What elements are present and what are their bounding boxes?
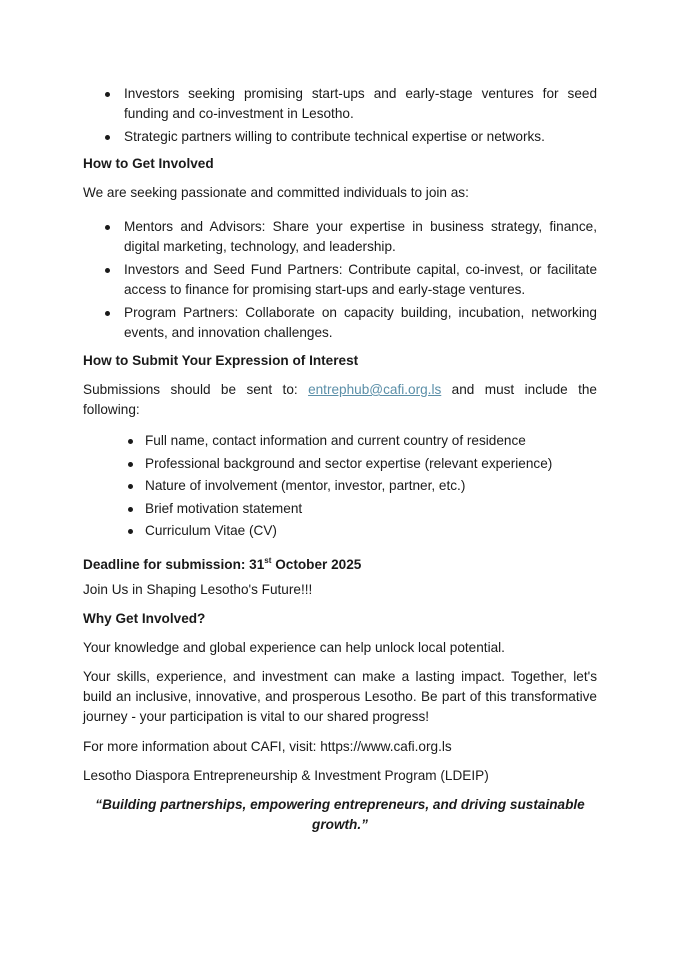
requirements-list: [83, 431, 597, 544]
tagline-quote: “Building partnerships, empowering entrepreneurs, and driving sustainable growth.”: [95, 797, 585, 832]
email-link[interactable]: entrephub@cafi.org.ls: [308, 382, 442, 397]
section-heading: Why Get Involved?: [83, 611, 206, 626]
paragraph: Your knowledge and global experience can help unlock local potential.: [83, 640, 505, 655]
list-item: Investors seeking promising start-ups and early-stage ventures for seed funding and co-investment in Lesotho.: [83, 84, 597, 124]
list-item: Brief motivation statement: [83, 499, 597, 519]
top-bullet-list: [83, 84, 597, 150]
section-heading: How to Get Involved: [83, 156, 214, 171]
text: October 2025: [271, 557, 362, 572]
list-item: Investors and Seed Fund Partners: Contribute capital, co-invest, or facilitate access to finance for promising start-ups and early-stage ventures.: [83, 260, 597, 300]
list-item: Program Partners: Collaborate on capacity building, incubation, networking events, and innovation challenges.: [83, 303, 597, 343]
paragraph: Lesotho Diaspora Entrepreneurship & Investment Program (LDEIP): [83, 768, 489, 783]
text: and must include the following:: [83, 382, 597, 417]
list-item: Curriculum Vitae (CV): [83, 521, 597, 541]
paragraph: Join Us in Shaping Lesotho's Future!!!: [83, 582, 313, 597]
paragraph: Your skills, experience, and investment can make a lasting impact. Together, let's build an inclusive, innovative, and prosperous Lesotho. Be part of this transformative journey - your participation is vital to our shared progress!: [83, 669, 597, 724]
list-item: Strategic partners willing to contribute technical expertise or networks.: [83, 127, 597, 147]
list-item: Full name, contact information and current country of residence: [83, 431, 597, 451]
list-item: Mentors and Advisors: Share your expertise in business strategy, finance, digital marketing, technology, and leadership.: [83, 217, 597, 257]
text: Submissions should be sent to:: [83, 382, 309, 397]
text: st: [264, 556, 272, 565]
paragraph: For more information about CAFI, visit: https://www.cafi.org.ls: [83, 739, 452, 754]
list-item: Professional background and sector expertise (relevant experience): [83, 454, 597, 474]
list-item: Nature of involvement (mentor, investor, partner, etc.): [83, 476, 597, 496]
text: Deadline for submission: 31: [83, 557, 265, 572]
paragraph: [83, 380, 597, 420]
section-heading: How to Submit Your Expression of Interest: [83, 353, 359, 368]
deadline: [83, 551, 597, 575]
paragraph: We are seeking passionate and committed individuals to join as:: [83, 185, 469, 200]
involvement-list: [83, 217, 597, 346]
